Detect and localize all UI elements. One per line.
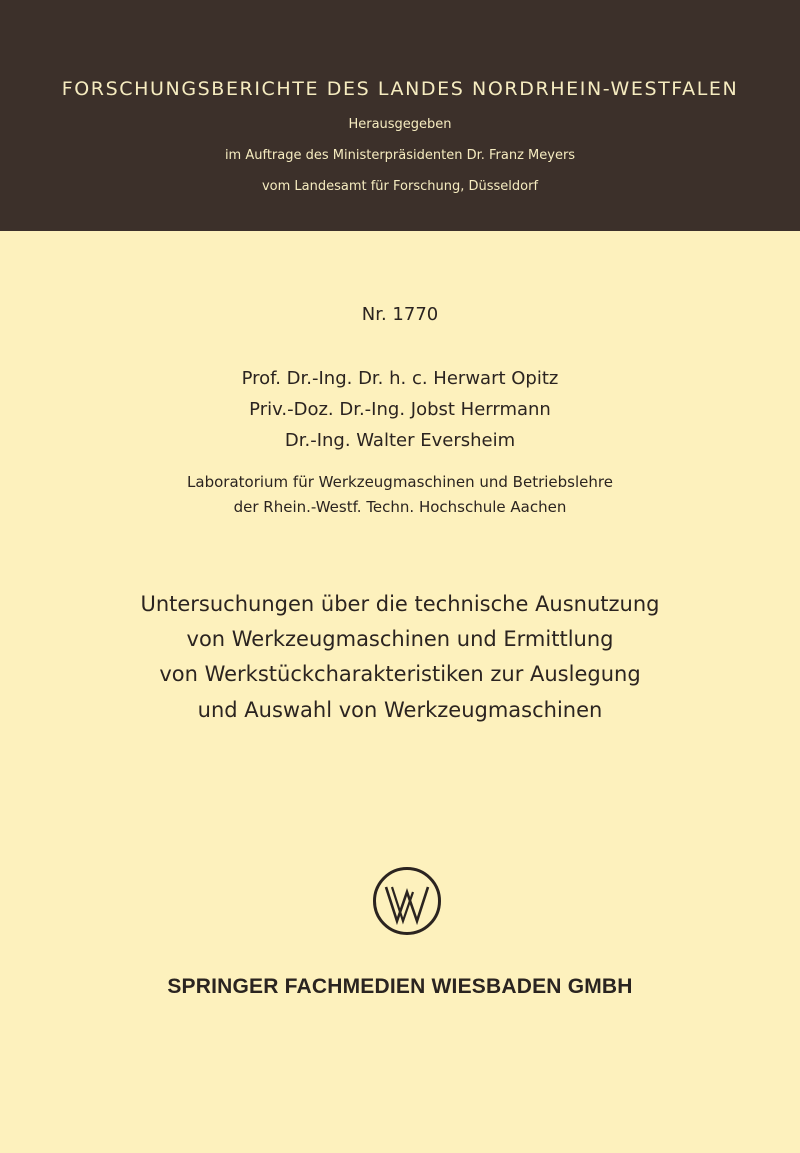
ww-publisher-logo-icon bbox=[372, 866, 442, 936]
publisher-name: SPRINGER FACHMEDIEN WIESBADEN GMBH bbox=[167, 975, 633, 998]
series-header-band bbox=[0, 0, 800, 231]
author-1: Prof. Dr.-Ing. Dr. h. c. Herwart Opitz bbox=[241, 368, 559, 389]
commission-line: im Auftrage des Ministerpräsidenten Dr. Franz Meyers bbox=[224, 148, 576, 163]
institution-line-2: der Rhein.-Westf. Techn. Hochschule Aachen bbox=[233, 498, 567, 516]
book-title-line-2: von Werkzeugmaschinen und Ermittlung bbox=[186, 627, 614, 651]
book-title-line-3: von Werkstückcharakteristiken zur Auslegung bbox=[159, 662, 641, 686]
report-number: Nr. 1770 bbox=[361, 304, 439, 325]
series-title: FORSCHUNGSBERICHTE DES LANDES NORDRHEIN-WESTFALEN bbox=[61, 78, 739, 100]
editor-line: Herausgegeben bbox=[348, 117, 452, 132]
office-line: vom Landesamt für Forschung, Düsseldorf bbox=[261, 179, 539, 194]
author-2: Priv.-Doz. Dr.-Ing. Jobst Herrmann bbox=[249, 399, 551, 420]
institution-line-1: Laboratorium für Werkzeugmaschinen und Betriebslehre bbox=[187, 473, 613, 491]
book-title-line-1: Untersuchungen über die technische Ausnutzung bbox=[140, 592, 660, 616]
author-3: Dr.-Ing. Walter Eversheim bbox=[284, 430, 516, 451]
book-title-line-4: und Auswahl von Werkzeugmaschinen bbox=[197, 698, 603, 722]
